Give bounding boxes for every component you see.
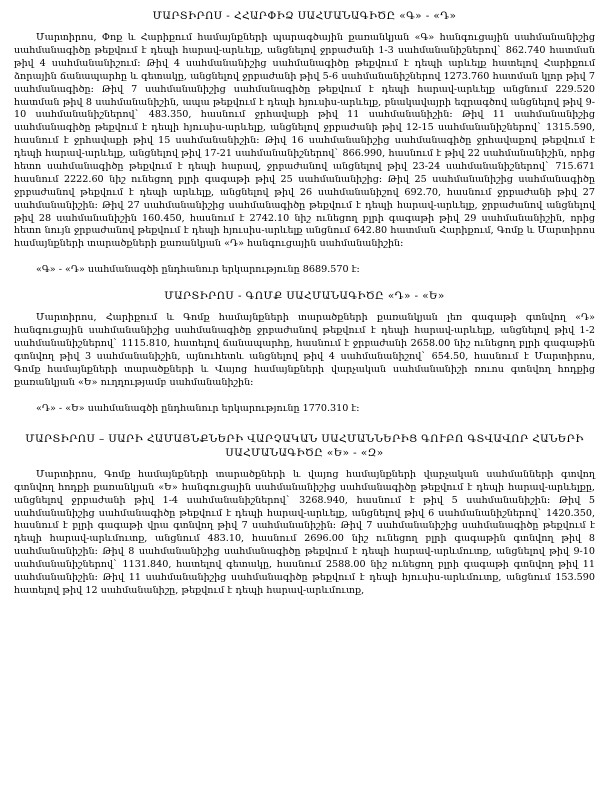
section-3-heading-line-2: ՍԱՀՄԱՆԱԳԻԾԸ «Ե» - «Զ» xyxy=(225,446,384,459)
spacer xyxy=(14,277,595,290)
section-2-summary: «Դ» - «Ե» սահմանագծի ընդհանուր երկարությունը 1770.310 է։ xyxy=(36,402,360,414)
spacer xyxy=(14,390,595,403)
section-1-summary: «Գ» - «Դ» սահմանագծի ընդհանուր երկարությունը 8689.570 է։ xyxy=(36,264,360,276)
section-3-paragraph: Մարտիրոս, Գոմք համայնքների տարածքների և վայոց համայնքների վարչական սահմանների գտվող գտնվող հոդքի քառանկյան «Ե» հանգուցային սահմանանիշից սահմանագիծը թեքվում է դեպի հարավ-արևելքը, անցնելով ջրբաժանի թիվ 1-4 սահմանանիշներով` 3268.940, հասնում է թիվ 5 սահմանանիշին։ Թիվ 5 սահմանանիշից սահմանագիծը թեքվում է դեպի հարավ-արևելք, անցնելով թիվ 6 սահմանանիշներով` 1420.350, հասնում է բլրի գագաթի վրա գտնվող թիվ 7 սահմանանիշին։ Թիվ 7 սահմանանիշից սահմանագիծը թեքվում է դեպի հարավ-արևմուտք, անցնում 483.10, հասնում 2696.00 նիշ ունեցող բլրի գագաթին գտնվող թիվ 8 սահմանանիշին։ Թիվ 8 սահմանանիշից սահմանագիծը թեքվում է դեպի հարավ-արևմուտք, անցնելով թիվ 9-10 սահմանանիշներով` 1131.840, հատելով գետակը, հասնում 2588.00 նիշ ունեցող բլրի գագաթի գտնվող թիվ 11 սահմանանիշին։ Թիվ 11 սահմանանիշից սահմանագիծը թեքվում է դեպի հյուսիս-արևմուտք, անցնում 153.590 հատելով թիվ 12 սահմանանիշը, թեքվում է դեպի հարավ-արևմուտք, xyxy=(14,468,595,596)
section-3-heading-line-1: ՄԱՐՏԻՐՈՍ – ՍԱՐԻ ՀԱՄԱՅՆՔՆԵՐԻ ՎԱՐՉԱԿԱՆ ՍԱՀՄԱՆՆԵՐԻՑ ԳՈՒԲՈ ԳՏՎԱՎՈՐ ՀԱՆԵՐԻ xyxy=(25,432,584,445)
section-1-heading: ՄԱՐՏԻՐՈՍ - ՀՀԱՐՓԻՁ ՍԱՀՄԱՆԱԳԻԾԸ «Գ» - «Դ» xyxy=(152,10,457,22)
section-2-heading: ՄԱՐՏԻՐՈՍ - ԳՈՄՔ ՍԱՀՄԱՆԱԳԻԾԸ «Դ» - «Ե» xyxy=(164,290,445,303)
spacer xyxy=(14,251,595,264)
spacer xyxy=(14,416,595,432)
section-2-paragraph: Մարտիրոս, Հարիքում և Գոմք համայնքների տարածքների քառանկյան լեռ գագաթի գտնվող «Դ» հանգուցային սահմանանիշից սահմանագիծը ջրբաժանով թեքվում է դեպի հարավ-արևելք, անցնելով թիվ 1-2 սահմանանիշներով` 1115.810, հատելով ճանապարհը, հասնում է ջրբաժանի 2658.00 նիշ ունեցող բլրի գագաթին գտնվող թիվ 3 սահմանանիշին, այնուհետև անցնելով թիվ 4 սահմանանիշով` 654.50, հասնում է Մարտիրոս, Գոմք համայնքների տարածքների և Վայոց համայնքների վարչական սահմանանիշի ռուոս գտնվող հոդքից քառանկյան «Ե» ուղղությամբ սահմանանիշին։ xyxy=(14,312,595,388)
section-1-paragraph: Մարտիրոս, Փոք և Հարիքում համայնքների պարագծային քառանկյան «Գ» հանգուցային սահմանանիշից սահմանագիծը թեքվում է դեպի հարավ-արևելք, անցնելով ջրբաժանի 1-3 սահմանանիշներով` 862.740 հատման թիվ 4 սահմանանիշում։ Թիվ 4 սահմանանիշից սահմանագիծը թեքվում է դեպի արևելք հատելով Հարիքում ձորային ճանապարհը և գետակը, անցնելով ջրբաժանի թիվ 5-6 սահմանանիշներով 1273.760 հատման կլոր թիվ 7 սահմանագիծը։ Թիվ 7 սահմանանիշից սահմանագիծը թեքվում է դեպի հարավ-արևելք անցնում 229.520 հատման թիվ 8 սահմանանիշին, ապա թեքվում է դեպի հյուսիս-արևելք, բնակավայրի եզրագծով անցնելով թիվ 9-10 սահմանանիշներով` 483.350, հասնում ջրհավաքի թիվ 11 սահմանանիշին։ Թիվ 11 սահմանանիշից սահմանագիծը թեքվում է դեպի հյուսիս-արևելք, անցնելով ջրբաժանի թիվ 12-15 սահմանանիշներով` 1315.590, հասնում է ջրհավաքի թիվ 15 սահմանանիշին։ Թիվ 16 սահմանանիշից սահմանագիծը ջրհավաքով թեքվում է դեպի հարավ-արևելք, անցնելով թիվ 17-21 սահմանանիշներով` 866.990, հասնում է թիվ 22 սահմանանիշին, որից հետո սահմանագիծը թեքվում է դեպի հարավ, ջրբաժանով անցնելով թիվ 23-24 սահմանանիշներով` 715.671 հասնում 2222.60 նիշ ունեցող բլրի գագաթի թիվ 25 սահմանանիշից։ Թիվ 25 սահմանանիշից սահմանագիծը ջրբաժանով թեքվում է դեպի արևելք, անցնելով թիվ 26 սահմանանիշով 692.70, հասնում ջրբաժանի թիվ 27 սահմանանիշին։ Թիվ 27 սահմանանիշից սահմանագիծը թեքվում է դեպի հարավ-արևելք, ջրբաժանով անցնելով թիվ 28 սահմանանիշին 160.450, հասնում է 2742.10 նիշ ունեցող բլրի գագաթի թիվ 29 սահմանանիշին, որից հետո նույն ջրբաժանով թեքվում է դեպի հյուսիս-արևելք անցնում 642.80 հատման Հարիքում, Գոմք և Մարտիրոս համայնքների տարածքների քառանկյան «Դ» հանգուցային սահմանանիշին։ xyxy=(14,32,595,250)
